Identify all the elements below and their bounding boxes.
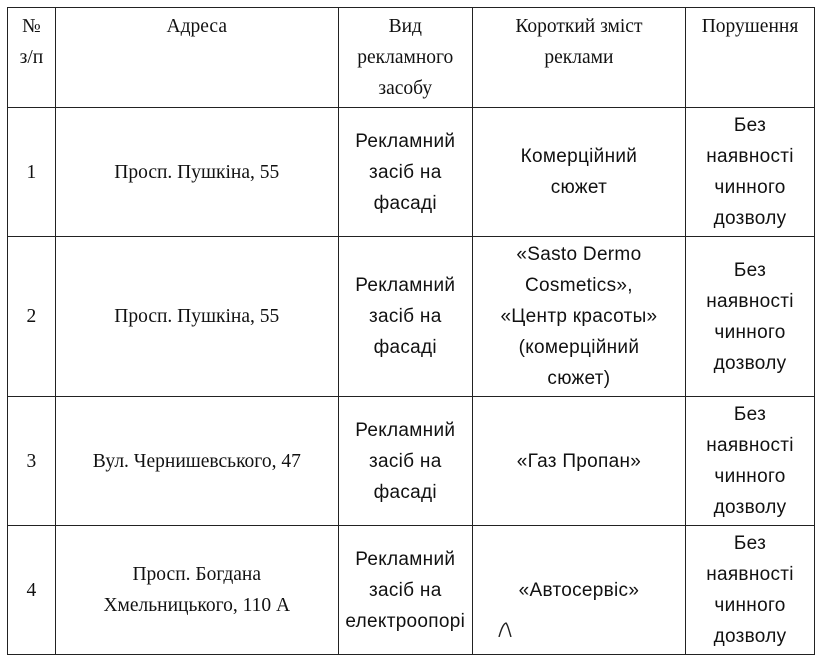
cell-ad-content: «Sasto Dermo Cosmetics», «Центр красоты» (комерційний сюжет) (472, 237, 685, 397)
cell-ad-type: Рекламний засіб на електроопорі (338, 526, 472, 655)
table-row (8, 526, 815, 655)
cell-ad-type: Рекламний засіб на фасаді (338, 108, 472, 237)
cell-number: 2 (8, 237, 56, 397)
table-row (8, 397, 815, 526)
cell-violation: Без наявності чинного дозволу (686, 108, 815, 237)
header-row (8, 8, 815, 108)
header-address: Адреса (55, 8, 338, 108)
table-row (8, 237, 815, 397)
cell-ad-content: «Автосервіс» (472, 526, 685, 655)
cell-ad-content: «Газ Пропан» (472, 397, 685, 526)
cell-address: Просп. Пушкіна, 55 (55, 237, 338, 397)
header-ad-type: Вид рекламного засобу (338, 8, 472, 108)
cell-address: Просп. Богдана Хмельницького, 110 А (55, 526, 338, 655)
stray-pen-mark (498, 622, 512, 637)
advertising-violations-table (7, 7, 815, 655)
cell-address: Просп. Пушкіна, 55 (55, 108, 338, 237)
cell-ad-content: Комерційний сюжет (472, 108, 685, 237)
table-row (8, 108, 815, 237)
cell-number: 1 (8, 108, 56, 237)
table-body (8, 108, 815, 655)
cell-number: 4 (8, 526, 56, 655)
cell-violation: Без наявності чинного дозволу (686, 237, 815, 397)
cell-violation: Без наявності чинного дозволу (686, 526, 815, 655)
header-number: № з/п (8, 8, 56, 108)
cell-number: 3 (8, 397, 56, 526)
cell-address: Вул. Чернишевського, 47 (55, 397, 338, 526)
cell-violation: Без наявності чинного дозволу (686, 397, 815, 526)
header-violation: Порушення (686, 8, 815, 108)
cell-ad-type: Рекламний засіб на фасаді (338, 237, 472, 397)
cell-ad-type: Рекламний засіб на фасаді (338, 397, 472, 526)
header-ad-content: Короткий зміст реклами (472, 8, 685, 108)
table-header (8, 8, 815, 108)
